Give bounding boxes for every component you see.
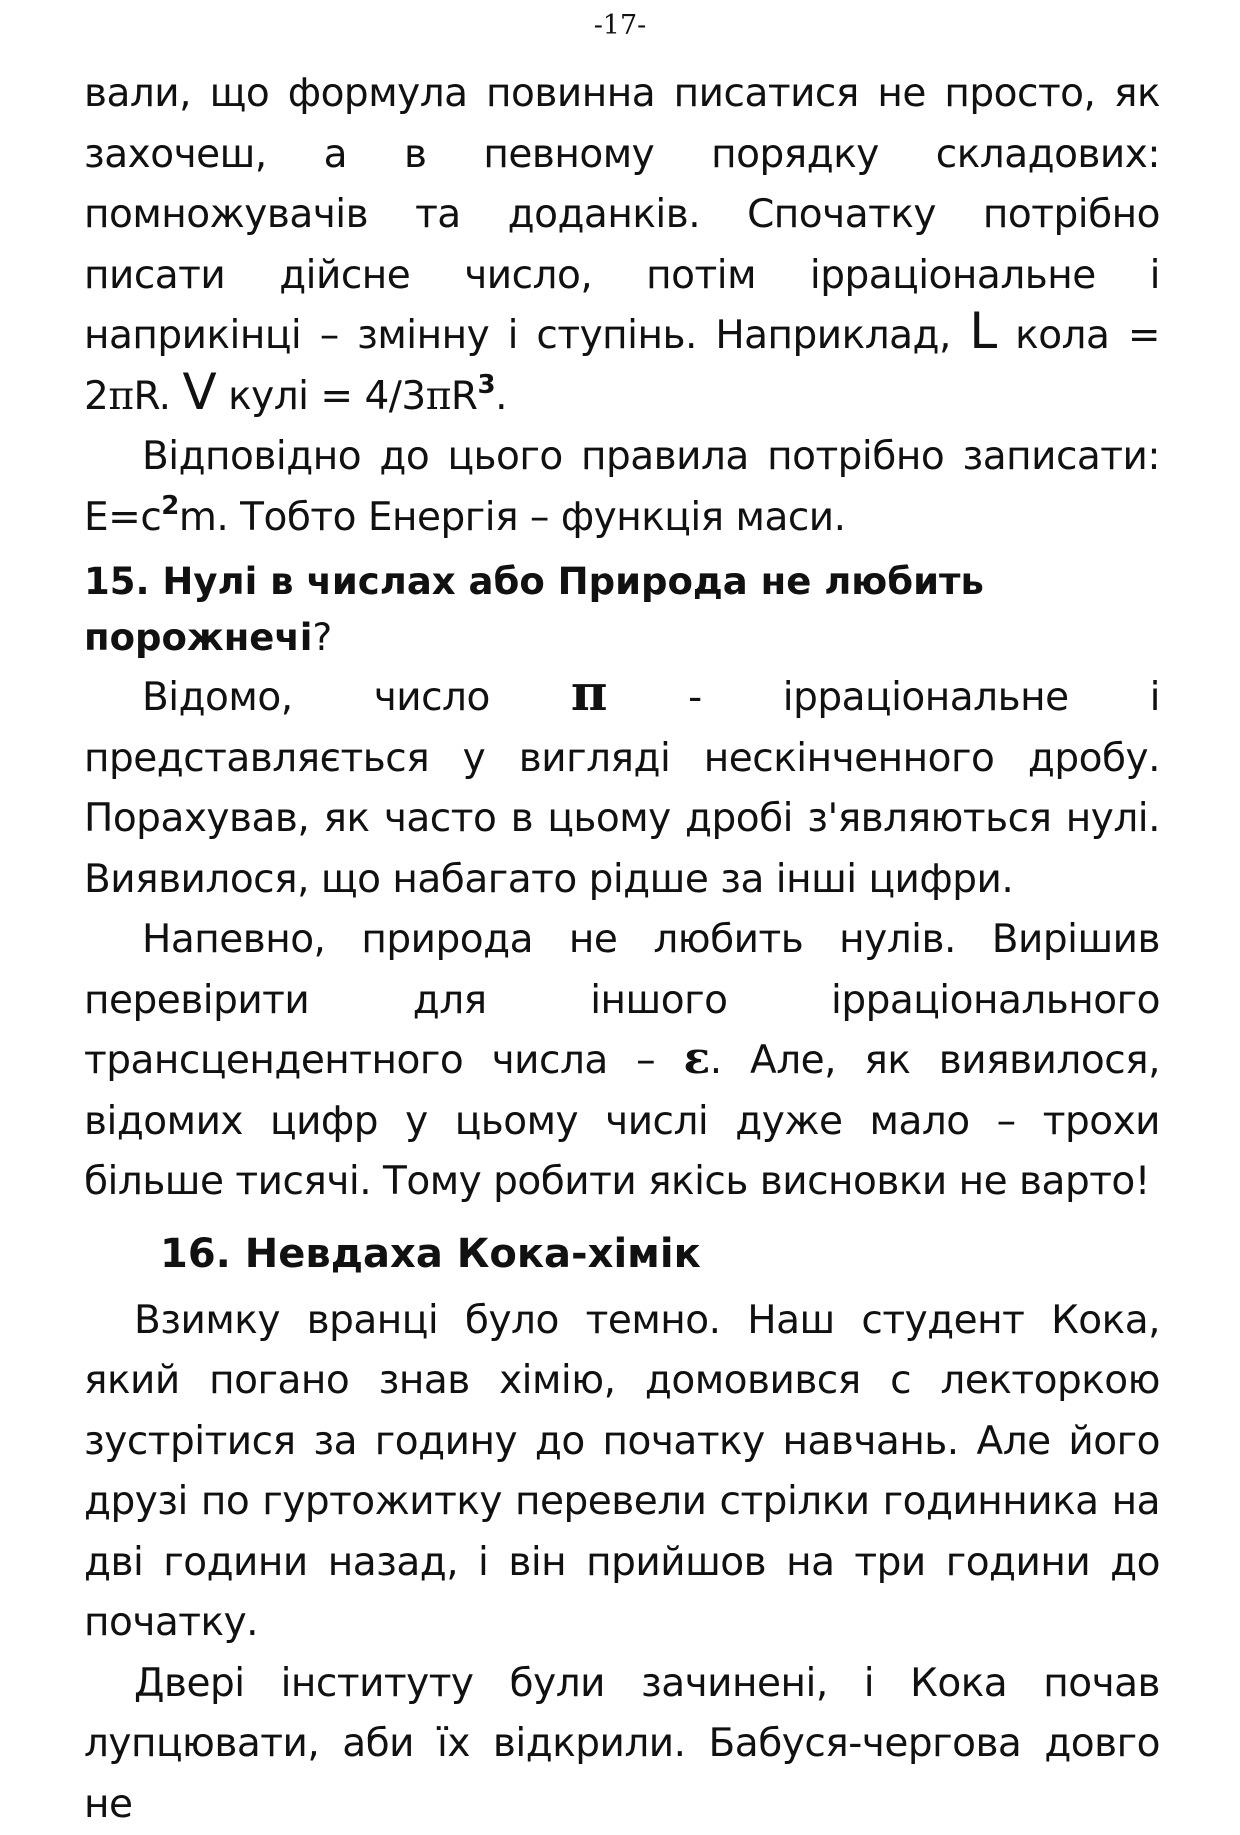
- pi-symbol: π: [426, 374, 451, 419]
- intro-text-4: кулі = 4/3: [216, 374, 426, 419]
- superscript-three: 3: [478, 370, 496, 400]
- section-15-heading: [84, 554, 1160, 666]
- intro-text-3: R.: [133, 374, 182, 419]
- symbol-v: V: [182, 363, 216, 421]
- s15-p1-text-1: Відомо, число: [142, 675, 571, 720]
- intro-text-5: R: [451, 374, 478, 419]
- pi-symbol: π: [108, 374, 133, 419]
- rule-text-1: Відповідно до цього правила потрібно записати: E=c: [84, 434, 1160, 540]
- section-16-heading: [160, 1225, 1160, 1283]
- section-16-number: 16.: [160, 1231, 231, 1277]
- section-16-paragraph-1: Взимку вранці було темно. Наш студент Кока, який погано знав хімію, домовився с лекторкою зустрітися за годину до початку навчань. Але його друзі по гуртожитку перевели стрілки годинника на дві години назад, і він прийшов на три години до початку.: [84, 1291, 1160, 1654]
- section-16-paragraph-2: Двері інституту були зачинені, і Кока почав лупцювати, аби їх відкрили. Бабуся-чергова довго не: [84, 1654, 1160, 1835]
- page-content: [84, 64, 1160, 1835]
- intro-text-1: вали, що формула повинна писатися не просто, як захочеш, а в певному порядку складових: помножувачів та доданків. Спочатку потрібно писати дійсне число, потім ірраціональне і наприкінці – змінну і ступінь. Наприклад,: [84, 71, 1160, 358]
- epsilon-symbol: ε: [684, 1033, 710, 1084]
- section-15-paragraph-1: [84, 668, 1160, 910]
- symbol-l: L: [969, 302, 996, 360]
- intro-text-6: .: [495, 374, 507, 419]
- s15-p2-text-1: Напевно, природа не любить нулів. Вирішив перевірити для іншого ірраціонального трансцендентного числа –: [84, 917, 1160, 1083]
- pi-symbol-large: π: [571, 663, 607, 722]
- section-16-title: Невдаха Кока-хімік: [245, 1231, 701, 1277]
- intro-paragraph: [84, 64, 1160, 427]
- intro-text-2: кола = 2: [84, 313, 1160, 419]
- section-15-paragraph-2: [84, 910, 1160, 1213]
- s15-p2-text-2: . Але, як виявилося, відомих цифр у цьому числі дуже мало – трохи більше тисячі. Тому робити якісь висновки не варто!: [84, 1038, 1160, 1204]
- superscript-two: 2: [161, 491, 179, 521]
- s15-p1-text-2: - ірраціональне і представляється у вигляді нескінченного дробу. Порахував, як часто в цьому дробі з'являються нулі. Виявилося, що набагато рідше за інші цифри.: [84, 675, 1160, 902]
- page-number: -17-: [0, 6, 1240, 46]
- section-15-question-mark: ?: [312, 616, 332, 659]
- rule-paragraph: [84, 427, 1160, 548]
- section-15-title: 15. Нулі в числах або Природа не любить порожнечі: [84, 560, 984, 659]
- rule-text-2: m. Тобто Енергія – функція маси.: [179, 495, 846, 540]
